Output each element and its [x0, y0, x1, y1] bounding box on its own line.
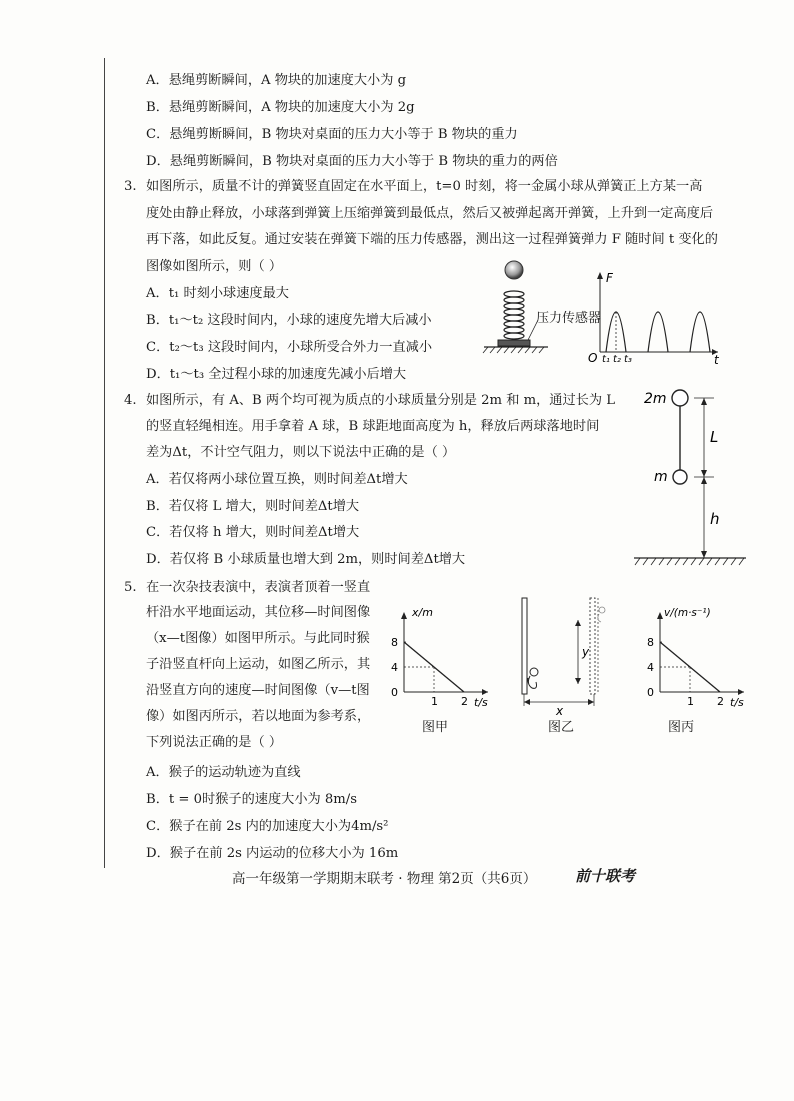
x-axis-label: t/s [730, 696, 744, 708]
q3-stem-line-2: 度处由静止释放，小球落到弹簧上压缩弹簧到最低点，然后又被弹起离开弹簧，上升到一定高度后 [146, 206, 714, 221]
ball-a-mass-label: 2m [644, 391, 667, 407]
v-axis-arrow-icon [657, 612, 663, 619]
q4-stem-line-2: 的竖直轻绳相连。用手拿着 A 球，B 球距地面高度为 h，释放后两球落地时间 [146, 419, 600, 434]
monkey-top-icon [598, 607, 605, 622]
q3-option-a: A．t₁ 时刻小球速度最大 [146, 286, 289, 301]
q3-stem-line-1: 如图所示，质量不计的弹簧竖直固定在水平面上，t=0 时刻，将一金属小球从弹簧正上方某一高 [146, 179, 703, 194]
x-label: x [556, 704, 564, 716]
t3-tick-label: t₃ [624, 354, 632, 364]
f-axis-label: F [606, 271, 613, 285]
graph-bing-v-t [640, 604, 750, 708]
x-tick-1: 1 [687, 695, 694, 708]
q3-number: 3. [124, 179, 137, 194]
q2-option-b: B．悬绳剪断瞬间，A 物块的加速度大小为 2g [146, 100, 415, 115]
q5-stem-line-2: 杆沿水平地面运动，其位移—时间图像 [146, 605, 371, 620]
y-tick-8: 8 [647, 636, 654, 649]
t2-tick-label: t₂ [613, 354, 621, 364]
q4-option-d: D．若仅将 B 小球质量也增大到 2m，则时间差Δt增大 [146, 552, 466, 567]
force-pulse-3 [690, 312, 710, 352]
ball-b-mass-label: m [654, 469, 668, 485]
binding-margin-line [104, 58, 105, 868]
l-arrow-down-icon [701, 470, 707, 477]
q5-option-d: D．猴子在前 2s 内运动的位移大小为 16m [146, 846, 399, 861]
pole-end [590, 598, 595, 694]
q5-option-b: B．t = 0时猴子的速度大小为 8m/s [146, 792, 357, 807]
q4-stem-line-3: 差为Δt，不计空气阻力，则以下说法中正确的是（ ） [146, 445, 456, 460]
t-axis-arrow-icon [482, 689, 488, 695]
y-label: y [582, 645, 590, 659]
q5-stem-line-7: 下列说法正确的是（ ） [146, 735, 283, 750]
y-axis-label: v/(m·s⁻¹) [664, 607, 711, 619]
q2-option-d: D．悬绳剪断瞬间，B 物块对桌面的压力大小等于 B 物块的重力的两倍 [146, 154, 558, 169]
q5-stem-line-1: 在一次杂技表演中，表演者顶着一竖直 [146, 580, 371, 595]
y-tick-0: 0 [647, 686, 654, 699]
origin-label: O [588, 351, 598, 364]
q4-option-c: C．若仅将 h 增大，则时间差Δt增大 [146, 525, 360, 540]
y-tick-4: 4 [647, 661, 654, 674]
q3-force-time-graph [586, 268, 726, 364]
q2-option-a: A．悬绳剪断瞬间，A 物块的加速度大小为 g [146, 73, 407, 88]
x-tick-2: 2 [461, 695, 468, 708]
ground-hatch [483, 347, 544, 353]
y-tick-4: 4 [391, 661, 398, 674]
q5-stem-line-5: 沿竖直方向的速度—时间图像（v—t图 [146, 683, 370, 698]
height-label: h [710, 510, 720, 528]
footer-brand: 前十联考 [575, 867, 636, 885]
y-tick-8: 8 [391, 636, 398, 649]
l-arrow-up-icon [701, 398, 707, 405]
q3-option-d: D．t₁～t₃ 全过程小球的加速度先减小后增大 [146, 367, 407, 382]
x-axis-arrow-icon [401, 612, 407, 619]
x-arrow-right-icon [588, 699, 594, 705]
q5-stem-line-6: 像）如图丙所示，若以地面为参考系， [146, 709, 371, 724]
f-axis-arrow-icon [597, 272, 603, 279]
x-tick-2: 2 [717, 695, 724, 708]
q4-option-a: A．若仅将两小球位置互换，则时间差Δt增大 [146, 472, 408, 487]
sensor-label: 压力传感器 [536, 311, 602, 326]
graph-jia-x-t [384, 604, 494, 708]
q5-stem-line-4: 子沿竖直杆向上运动，如图乙所示，其 [146, 657, 371, 672]
pressure-sensor-block [498, 340, 530, 346]
q5-option-c: C．猴子在前 2s 内的加速度大小为4m/s² [146, 819, 389, 834]
ball-a [672, 390, 688, 406]
y-axis-label: x/m [412, 606, 433, 619]
h-arrow-down-icon [701, 551, 707, 558]
q3-stem-line-3: 再下落，如此反复。通过安装在弹簧下端的压力传感器，测出这一过程弹簧弹力 F 随时间 t 变化的 [146, 232, 718, 247]
q3-option-b: B．t₁～t₂ 这段时间内，小球的速度先增大后减小 [146, 313, 432, 328]
q4-stem-line-1: 如图所示，有 A、B 两个均可视为质点的小球质量分别是 2m 和 m，通过长为 L [146, 393, 615, 408]
ball-b [673, 470, 687, 484]
q4-option-b: B．若仅将 L 增大，则时间差Δt增大 [146, 499, 360, 514]
t1-tick-label: t₁ [602, 354, 610, 364]
q4-two-balls-figure [630, 380, 750, 570]
q4-number: 4. [124, 393, 137, 408]
graph-bing-caption: 图丙 [668, 720, 695, 735]
graph-jia-caption: 图甲 [422, 720, 449, 735]
q2-option-c: C．悬绳剪断瞬间，B 物块对桌面的压力大小等于 B 物块的重力 [146, 127, 518, 142]
x-tick-1: 1 [431, 695, 438, 708]
ground-hatch [635, 558, 744, 565]
y-arrow-up-icon [575, 620, 581, 626]
q3-option-c: C．t₂～t₃ 这段时间内，小球所受合外力一直减小 [146, 340, 433, 355]
spring-coil [504, 291, 524, 339]
t-axis-arrow-icon [738, 689, 744, 695]
y-tick-0: 0 [391, 686, 398, 699]
q5-number: 5. [124, 580, 137, 595]
force-pulse-2 [648, 312, 668, 352]
graph-yi-caption: 图乙 [548, 720, 575, 735]
q3-spring-figure [478, 256, 598, 360]
t-axis-label: t [714, 353, 719, 364]
x-axis-label: t/s [474, 696, 488, 708]
page-footer: 高一年级第一学期期末联考 · 物理 第2页（共6页） [232, 871, 537, 887]
monkey-icon [527, 668, 538, 688]
figure-yi-pole [508, 594, 620, 716]
q3-stem-line-4: 图像如图所示，则（ ） [146, 259, 283, 274]
h-arrow-up-icon [701, 477, 707, 484]
y-arrow-down-icon [575, 678, 581, 684]
length-label: L [710, 428, 719, 446]
x-arrow-left-icon [524, 699, 530, 705]
metal-ball [505, 261, 523, 279]
q5-option-a: A．猴子的运动轨迹为直线 [146, 765, 301, 780]
q5-stem-line-3: （x—t图像）如图甲所示。与此同时猴 [146, 631, 370, 646]
pole-start [522, 598, 527, 694]
